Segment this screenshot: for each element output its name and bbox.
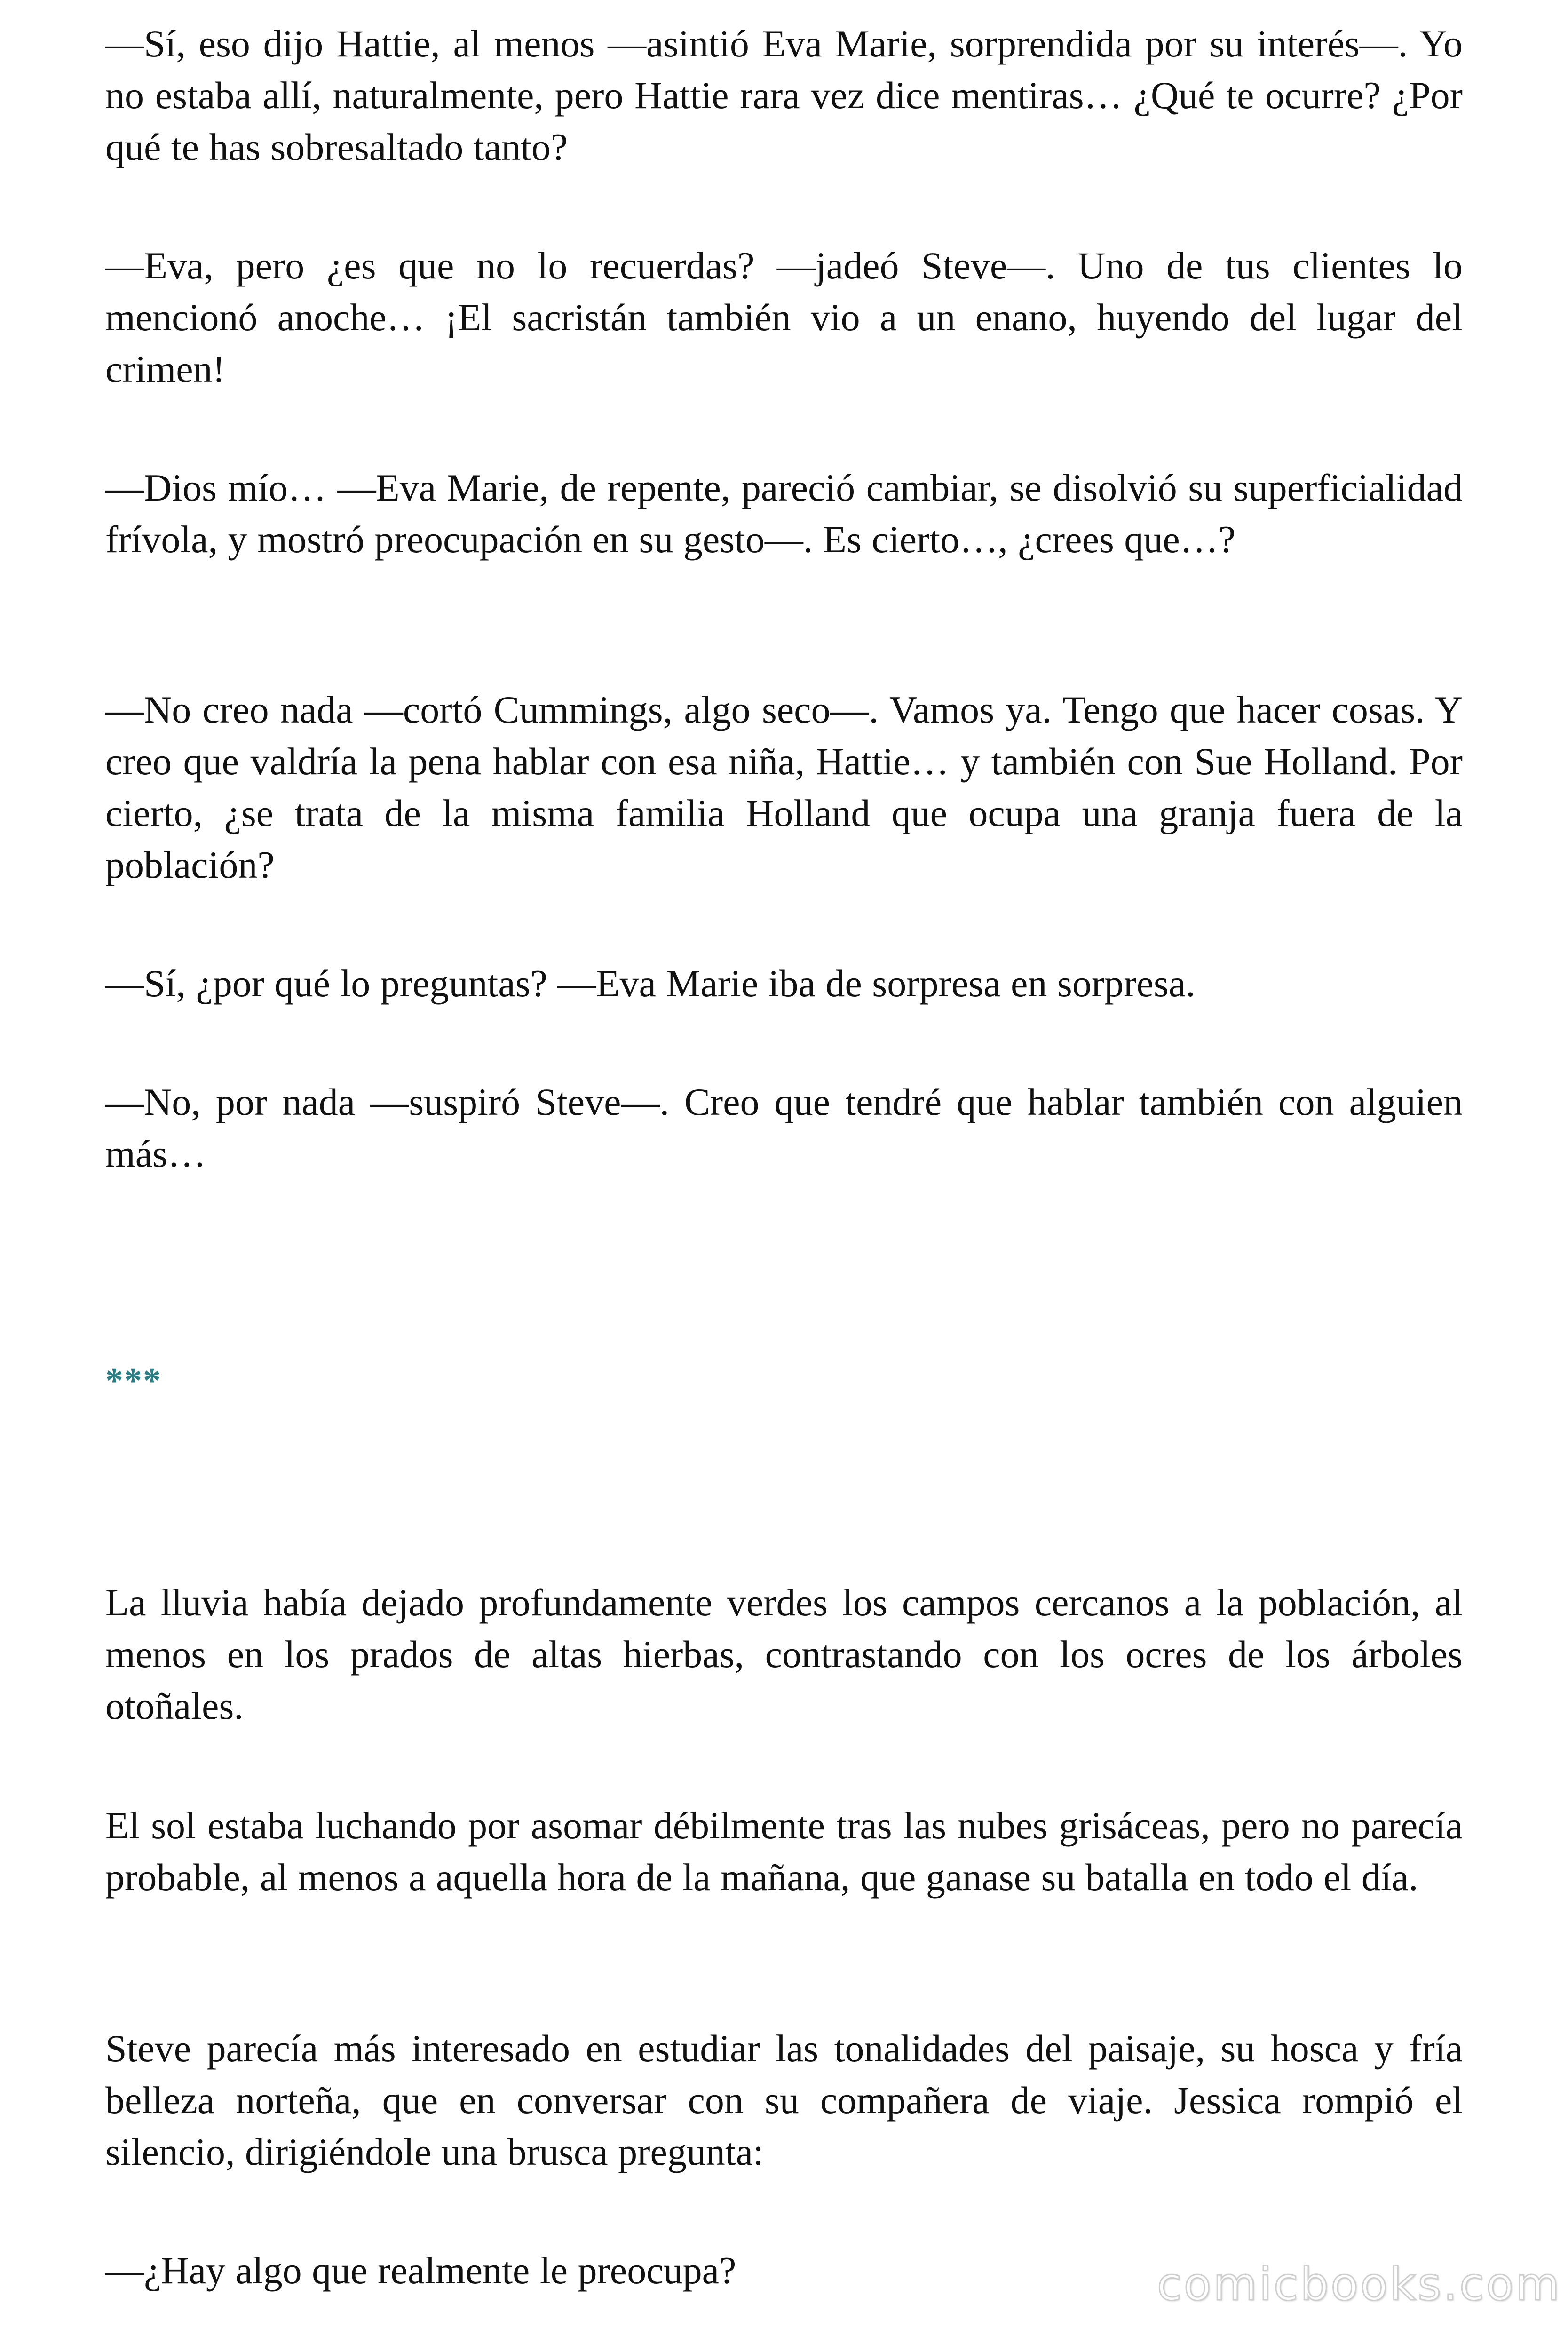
paragraph-9: Steve parecía más interesado en estudiar las tonalidades del paisaje, su hosca y fría belleza norteña, que en conversar con su compañera de viaje. Jessica rompió el silencio, dirigiéndole una brusca pregunta:: [105, 2027, 1463, 2173]
paragraph-10: —¿Hay algo que realmente le preocupa?: [105, 2249, 736, 2292]
paragraph-1: —Sí, eso dijo Hattie, al menos —asintió Eva Marie, sorprendida por su interés—. Yo no estaba allí, naturalmente, pero Hattie rara vez dice mentiras… ¿Qué te ocurre? ¿Por qué te has sobresaltado tanto?: [105, 22, 1463, 168]
paragraph-4: —No creo nada —cortó Cummings, algo seco—. Vamos ya. Tengo que hacer cosas. Y creo que valdría la pena hablar con esa niña, Hattie… y también con Sue Holland. Por cierto, ¿se trata de la misma familia Holland que ocupa una granja fuera de la población?: [105, 688, 1463, 886]
paragraph-2: —Eva, pero ¿es que no lo recuerdas? —jadeó Steve—. Uno de tus clientes lo mencionó anoche… ¡El sacristán también vio a un enano, huyendo del lugar del crimen!: [105, 244, 1463, 390]
watermark-logo: comicbooks.com: [1157, 2258, 1562, 2311]
paragraph-5: —Sí, ¿por qué lo preguntas? —Eva Marie iba de sorpresa en sorpresa.: [105, 962, 1196, 1005]
paragraph-3: —Dios mío… —Eva Marie, de repente, pareció cambiar, se disolvió su superficialidad frívola, y mostró preocupación en su gesto—. Es cierto…, ¿crees que…?: [105, 466, 1463, 561]
paragraph-7: La lluvia había dejado profundamente verdes los campos cercanos a la población, al menos en los prados de altas hierbas, contrastando con los ocres de los árboles otoñales.: [105, 1581, 1463, 1727]
paragraph-8: El sol estaba luchando por asomar débilmente tras las nubes grisáceas, pero no parecía probable, al menos a aquella hora de la mañana, que ganase su batalla en todo el día.: [105, 1804, 1463, 1899]
paragraph-6: —No, por nada —suspiró Steve—. Creo que tendré que hablar también con alguien más…: [105, 1081, 1463, 1175]
section-separator: ***: [105, 1361, 162, 1400]
